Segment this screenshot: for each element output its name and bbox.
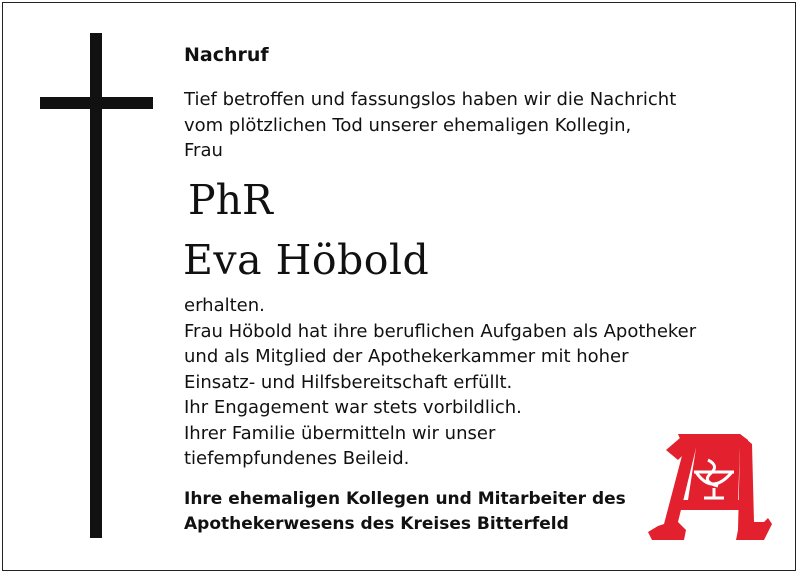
body-line: erhalten. — [184, 295, 265, 316]
body-line: Einsatz- und Hilfsbereitschaft erfüllt. — [184, 371, 513, 393]
intro-line: vom plötzlichen Tod unserer ehemaligen Kollegin, — [184, 114, 632, 136]
intro-line: Tief betroffen und fassungslos haben wir die Nachricht — [184, 89, 677, 110]
honorific-title: PhR — [188, 176, 273, 224]
body-line: und als Mitglied der Apothekerkammer mit hoher — [184, 346, 629, 367]
body-line: Frau Höbold hat ihre beruflichen Aufgaben als Apotheker — [184, 320, 697, 342]
intro-text — [184, 87, 704, 164]
body-line: Ihrer Familie übermitteln wir unser — [184, 422, 496, 444]
cross-horizontal-bar — [40, 97, 153, 109]
intro-line: Frau — [184, 140, 223, 161]
body-line: Ihr Engagement war stets vorbildlich. — [184, 397, 522, 418]
deceased-name: Eva Höbold — [183, 236, 430, 284]
signature-line: Apothekerwesens des Kreises Bitterfeld — [184, 514, 569, 534]
notice-title: Nachruf — [184, 44, 269, 66]
body-line: tiefempfundenes Beileid. — [184, 448, 410, 469]
signature-line: Ihre ehemaligen Kollegen und Mitarbeiter des — [184, 489, 626, 509]
signature — [184, 487, 654, 537]
apotheke-a-icon — [640, 430, 780, 546]
